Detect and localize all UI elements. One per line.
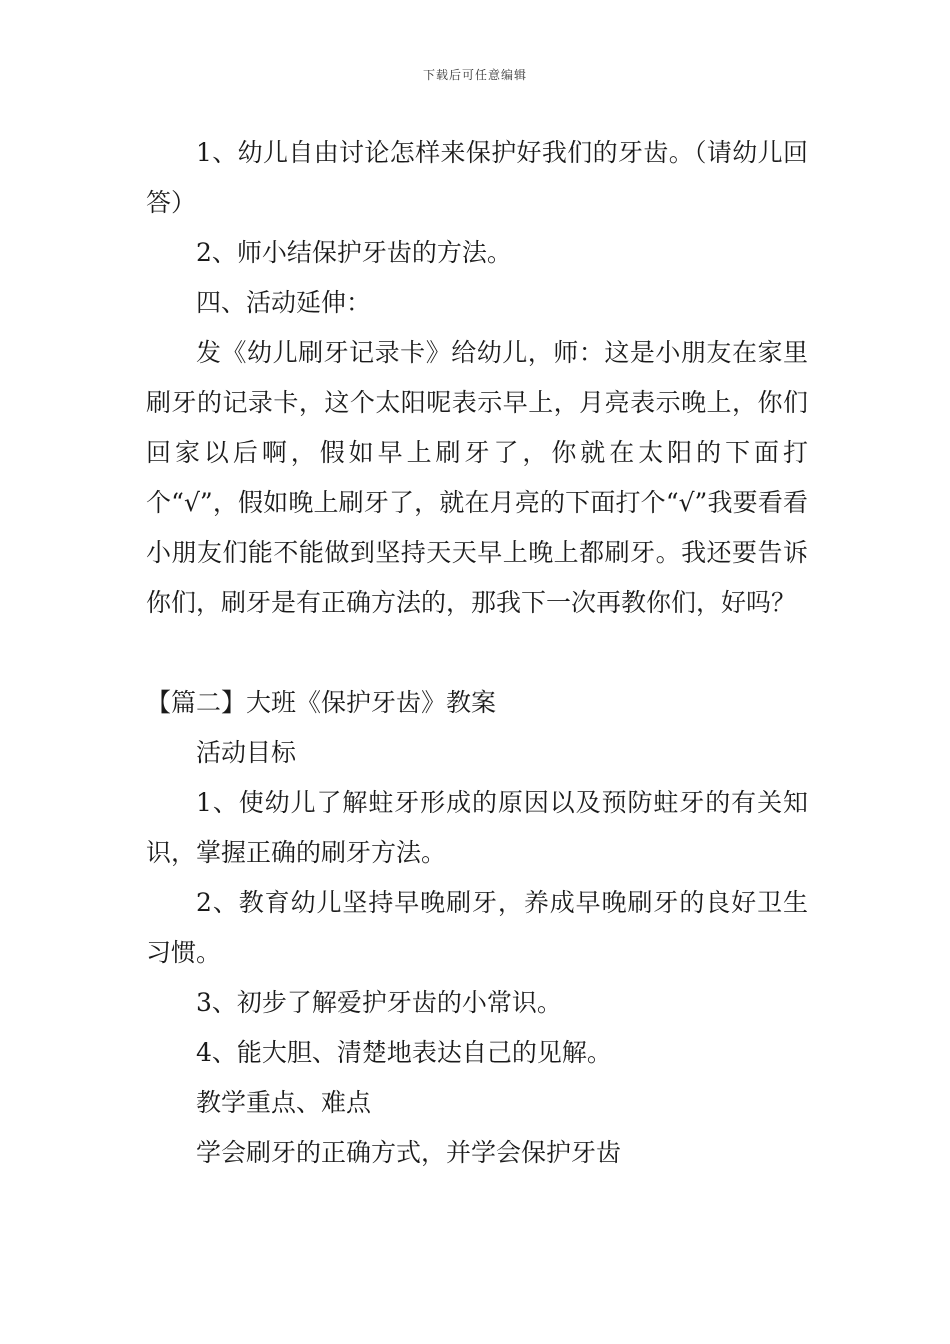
goal-item-1: 1、使幼儿了解蛀牙形成的原因以及预防蛀牙的有关知识，掌握正确的刷牙方法。 — [146, 788, 808, 867]
paragraph-key-points: 学会刷牙的正确方式，并学会保护牙齿 — [196, 1138, 622, 1167]
heading-activity-extension: 四、活动延伸： — [196, 288, 372, 317]
section-spacer — [146, 628, 808, 678]
goal-item-4: 4、能大胆、清楚地表达自己的见解。 — [196, 1038, 612, 1067]
paragraph-summary: 2、师小结保护牙齿的方法。 — [196, 238, 512, 267]
goal-item-2: 2、教育幼儿坚持早晚刷牙，养成早晚刷牙的良好卫生习惯。 — [146, 888, 808, 967]
goal-item-3: 3、初步了解爱护牙齿的小常识。 — [196, 988, 562, 1017]
section-title: 【篇二】大班《保护牙齿》教案 — [146, 688, 497, 717]
paragraph-discussion: 1、幼儿自由讨论怎样来保护好我们的牙齿。（请幼儿回答） — [146, 138, 808, 217]
page-header: 下载后可任意编辑 — [422, 68, 527, 82]
paragraph-record-card: 发《幼儿刷牙记录卡》给幼儿，师：这是小朋友在家里刷牙的记录卡，这个太阳呢表示早上，月亮表示晚上，你们回家以后啊，假如早上刷牙了，你就在太阳的下面打个“√”，假如晚上刷牙了，就在月亮的下面打个“√”我要看看小朋友们能不能做到坚持天天早上晚上都刷牙。我还要告诉你们，刷牙是有正确方法的，那我下一次再教你们，好吗？ — [146, 338, 808, 617]
document-body — [146, 128, 808, 1178]
heading-activity-goals: 活动目标 — [196, 738, 297, 767]
heading-key-points: 教学重点、难点 — [196, 1088, 372, 1117]
